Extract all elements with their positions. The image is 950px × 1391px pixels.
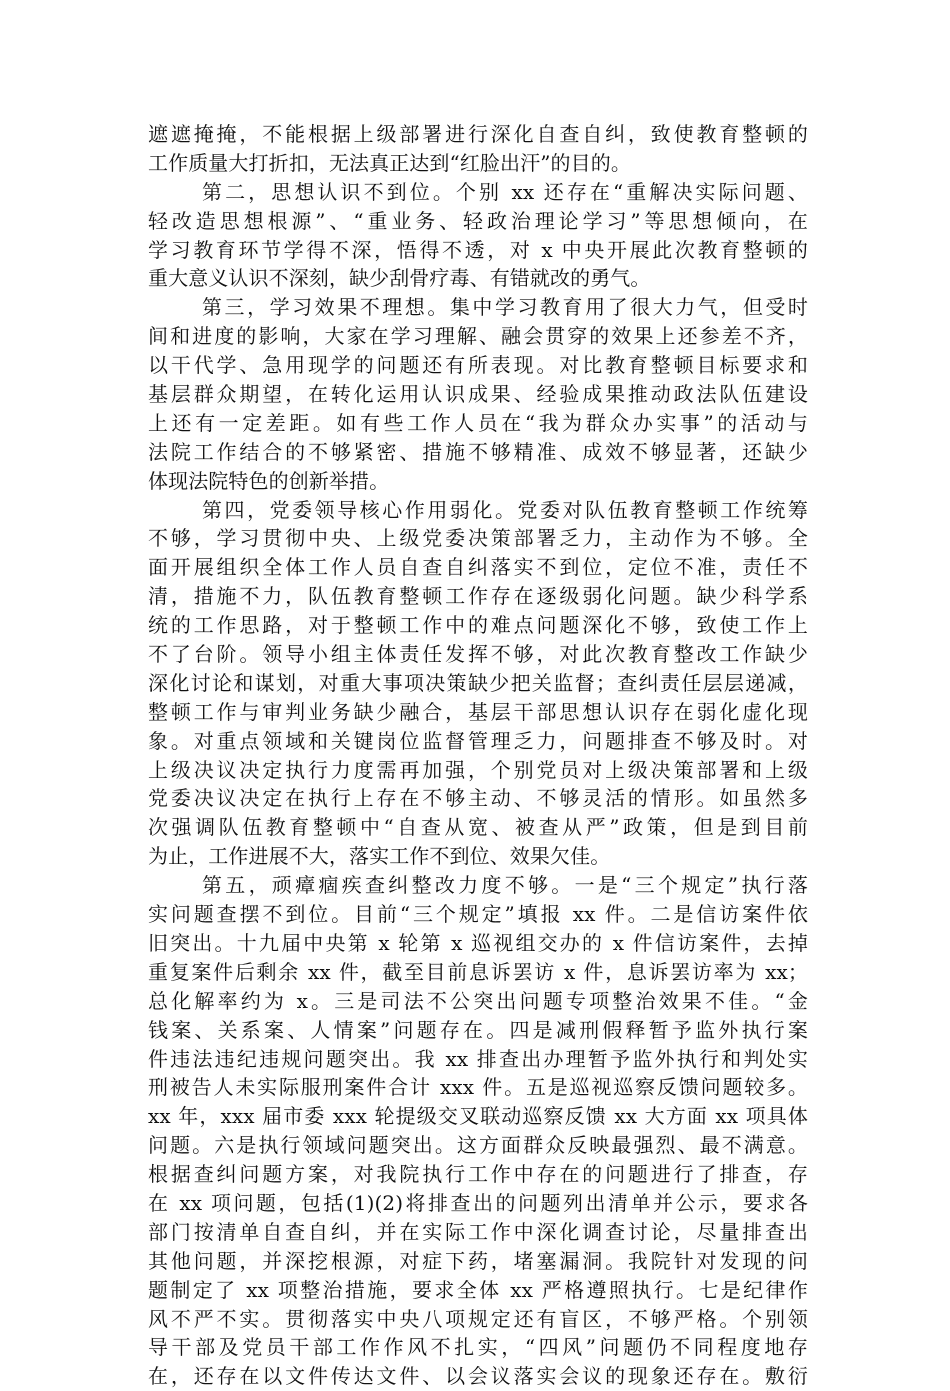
text-line: 上级决议决定执行力度需再加强，个别党员对上级决策部署和上级 bbox=[148, 757, 808, 782]
text-line: 不够，学习贯彻中央、上级党委决策部署乏力，主动作为不够。全 bbox=[148, 526, 808, 551]
text-line: 重大意义认识不深刻，缺少刮骨疗毒、有错就改的勇气。 bbox=[148, 266, 651, 291]
text-line: 题制定了 xx 项整治措施，要求全体 xx 严格遵照执行。七是纪律作 bbox=[148, 1277, 808, 1302]
text-line: 次强调队伍教育整顿中“自查从宽、被查从严”政策，但是到目前 bbox=[148, 815, 808, 840]
text-line: 体现法院特色的创新举措。 bbox=[148, 468, 390, 493]
text-line: 其他问题，并深挖根源，对症下药，堵塞漏洞。我院针对发现的问 bbox=[148, 1248, 808, 1273]
text-line: xx 年，xxx 届市委 xxx 轮提级交叉联动巡察反馈 xx 大方面 xx 项具体 bbox=[148, 1104, 808, 1129]
paragraph-first-line: 第三，学习效果不理想。集中学习教育用了很大力气，但受时 bbox=[202, 295, 808, 320]
paragraph-first-line: 第四，党委领导核心作用弱化。党委对队伍教育整顿工作统筹 bbox=[202, 497, 808, 522]
text-line: 学习教育环节学得不深，悟得不透，对 x 中央开展此次教育整顿的 bbox=[148, 237, 808, 262]
text-line: 根据查纠问题方案，对我院执行工作中存在的问题进行了排查，存 bbox=[148, 1162, 808, 1187]
text-line: 导干部及党员干部工作作风不扎实，“四风”问题仍不同程度地存 bbox=[148, 1335, 808, 1360]
text-line: 遮遮掩掩，不能根据上级部署进行深化自查自纠，致使教育整顿的 bbox=[148, 122, 808, 146]
text-line: 工作质量大打折扣，无法真正达到“红脸出汗”的目的。 bbox=[148, 150, 631, 175]
text-line: 轻改造思想根源”、“重业务、轻政治理论学习”等思想倾向，在 bbox=[148, 208, 808, 233]
text-line: 党委决议决定在执行上存在不够主动、不够灵活的情形。如虽然多 bbox=[148, 786, 808, 811]
text-line: 在 xx 项问题，包括(1)(2)将排查出的问题列出清单并公示，要求各 bbox=[148, 1190, 808, 1215]
paragraph-first-line: 第二，思想认识不到位。个别 xx 还存在“重解决实际问题、 bbox=[202, 179, 808, 204]
text-line: 总化解率约为 x。三是司法不公突出问题专项整治效果不佳。“金 bbox=[148, 988, 808, 1013]
text-line: 为止，工作进展不大，落实工作不到位、效果欠佳。 bbox=[148, 844, 611, 869]
text-line: 重复案件后剩余 xx 件，截至目前息诉罢访 x 件，息诉罢访率为 xx； bbox=[148, 959, 808, 984]
text-line: 旧突出。十九届中央第 x 轮第 x 巡视组交办的 x 件信访案件，去掉 bbox=[148, 930, 808, 955]
text-line: 以干代学、急用现学的问题还有所表现。对比教育整顿目标要求和 bbox=[148, 353, 808, 378]
text-line: 上还有一定差距。如有些工作人员在“我为群众办实事”的活动与 bbox=[148, 410, 808, 435]
text-line: 间和进度的影响，大家在学习理解、融会贯穿的效果上还参差不齐， bbox=[148, 324, 808, 349]
text-line: 法院工作结合的不够紧密、措施不够精准、成效不够显著，还缺少 bbox=[148, 439, 808, 464]
text-line: 实问题查摆不到位。目前“三个规定”填报 xx 件。二是信访案件依 bbox=[148, 902, 808, 927]
text-line: 问题。六是执行领域问题突出。这方面群众反映最强烈、最不满意。 bbox=[148, 1133, 808, 1158]
text-line: 刑被告人未实际服刑案件合计 xxx 件。五是巡视巡察反馈问题较多。 bbox=[148, 1075, 808, 1100]
text-line: 象。对重点领域和关键岗位监督管理乏力，问题排查不够及时。对 bbox=[148, 728, 808, 753]
text-line: 面开展组织全体工作人员自查自纠落实不到位，定位不准，责任不 bbox=[148, 555, 808, 580]
text-line: 钱案、关系案、人情案”问题存在。四是减刑假释暂予监外执行案 bbox=[148, 1017, 808, 1042]
text-line: 深化讨论和谋划，对重大事项决策缺少把关监督；查纠责任层层递减， bbox=[148, 670, 808, 695]
text-line: 件违法违纪违规问题突出。我 xx 排查出办理暂予监外执行和判处实 bbox=[148, 1046, 808, 1071]
text-line: 在，还存在以文件传达文件、以会议落实会议的现象还存在。敷衍 bbox=[148, 1364, 808, 1389]
text-line: 整顿工作与审判业务缺少融合，基层干部思想认识存在弱化虚化现 bbox=[148, 699, 808, 724]
text-line: 清，措施不力，队伍教育整顿工作存在逐级弱化问题。缺少科学系 bbox=[148, 584, 808, 609]
text-line: 风不严不实。贯彻落实中央八项规定还有盲区，不够严格。个别领 bbox=[148, 1306, 808, 1331]
body-text bbox=[148, 120, 808, 1391]
text-line: 不了台阶。领导小组主体责任发挥不够，对此次教育整改工作缺少 bbox=[148, 642, 808, 667]
text-line: 基层群众期望，在转化运用认识成果、经验成果推动政法队伍建设 bbox=[148, 382, 808, 407]
text-line: 统的工作思路，对于整顿工作中的难点问题深化不够，致使工作上 bbox=[148, 613, 808, 638]
paragraph-first-line: 第五，顽瘴痼疾查纠整改力度不够。一是“三个规定”执行落 bbox=[202, 873, 808, 898]
text-line: 部门按清单自查自纠，并在实际工作中深化调查讨论，尽量排查出 bbox=[148, 1219, 808, 1244]
